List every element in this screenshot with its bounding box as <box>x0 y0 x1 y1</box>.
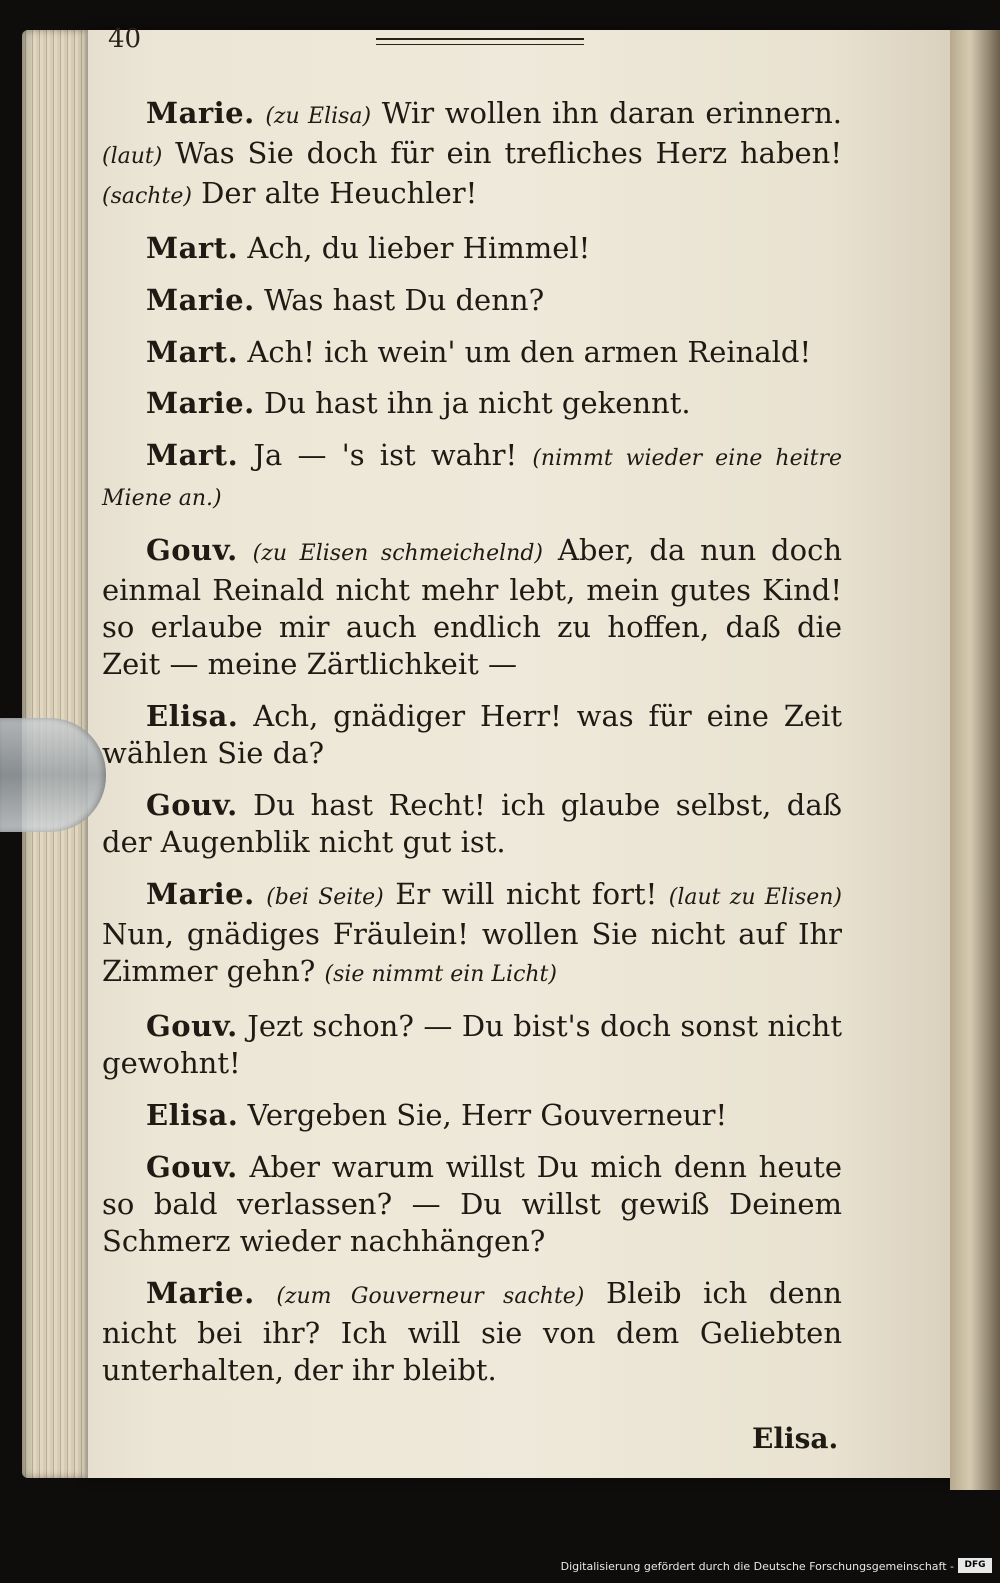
speaker-name: Gouv. <box>146 1009 238 1044</box>
dialogue-text: Aber warum willst Du mich denn heute so bald verlassen? — Du willst gewiß Deinem Schmerz wieder nachhängen? <box>102 1149 842 1259</box>
dialogue-text: Ach, gnädiger Herr! was für eine Zeit wählen Sie da? <box>102 699 843 771</box>
stage-direction: (nimmt wieder eine heitre Miene an.) <box>102 445 843 512</box>
dialogue-line <box>102 876 842 994</box>
stage-direction: (sachte) <box>102 184 192 210</box>
dialogue-text: Bleib ich denn nicht bei ihr? Ich will sie von dem Geliebten unterhalten, der ihr bleibt. <box>102 1275 842 1388</box>
dialogue-text: Ach! ich wein' um den armen Reinald! <box>247 334 812 369</box>
dialogue-text: Vergeben Sie, Herr Gouverneur! <box>247 1097 728 1132</box>
dialogue-text: Ach, du lieber Himmel! <box>247 231 591 266</box>
dialogue-line <box>102 532 842 684</box>
speaker-name: Gouv. <box>146 1149 238 1184</box>
speaker-name: Marie. <box>146 282 255 317</box>
stage-direction: (laut zu Elisen) <box>668 884 842 910</box>
page-clip <box>0 718 106 832</box>
speaker-name: Marie. <box>146 96 255 130</box>
play-text <box>102 95 842 1404</box>
dialogue-text: Was hast Du denn? <box>263 282 545 317</box>
dialogue-line <box>102 698 842 772</box>
stage-direction: (laut) <box>102 144 163 170</box>
stage-direction: (zum Gouverneur sachte) <box>276 1283 585 1309</box>
dialogue-line <box>102 437 842 517</box>
dialogue-line <box>102 385 842 422</box>
catchword: Elisa. <box>752 1422 839 1455</box>
speaker-name: Mart. <box>146 231 239 266</box>
dialogue-text: Wir wollen ihn daran erinnern. <box>381 96 842 130</box>
speaker-name: Marie. <box>146 386 255 421</box>
stage-direction: (zu Elisen schmeichelnd) <box>252 540 544 566</box>
dialogue-text: Der alte Heuchler! <box>201 176 478 211</box>
dialogue-text: Du hast Recht! ich glaube selbst, daß der Augenblik nicht gut ist. <box>102 788 842 860</box>
stage-direction: (sie nimmt ein Licht) <box>324 962 557 988</box>
speaker-name: Marie. <box>146 1275 255 1310</box>
dialogue-line <box>102 1149 842 1261</box>
stage-direction: (zu Elisa) <box>265 104 372 129</box>
speaker-name: Marie. <box>146 876 255 911</box>
dialogue-text: Er will nicht fort! <box>395 876 658 911</box>
page-number: 40 <box>108 24 142 54</box>
speaker-name: Mart. <box>146 437 239 472</box>
speaker-name: Mart. <box>146 334 239 369</box>
speaker-name: Elisa. <box>146 1097 239 1132</box>
dialogue-line <box>102 95 842 216</box>
dialogue-line <box>102 787 842 861</box>
dialogue-line <box>102 282 842 319</box>
dialogue-text: Nun, gnädiges Fräulein! wollen Sie nicht auf Ihr Zimmer gehn? <box>102 917 842 989</box>
stage-direction: (bei Seite) <box>266 884 384 910</box>
dialogue-line <box>102 1097 842 1134</box>
dialogue-line <box>102 334 842 371</box>
dialogue-line <box>102 1008 842 1082</box>
dialogue-text: Ja — 's ist wahr! <box>253 437 518 472</box>
dialogue-line <box>102 1275 842 1390</box>
speaker-name: Elisa. <box>146 699 239 734</box>
dialogue-text: Jezt schon? — Du bist's doch sonst nicht gewohnt! <box>102 1009 842 1081</box>
speaker-name: Gouv. <box>146 532 238 567</box>
footer-credit: Digitalisierung gefördert durch die Deutsche Forschungsgemeinschaft - <box>560 1560 954 1573</box>
dialogue-line <box>102 230 842 267</box>
speaker-name: Gouv. <box>146 788 238 823</box>
header-rule <box>376 38 584 45</box>
dialogue-text: Aber, da nun doch einmal Reinald nicht mehr lebt, mein gutes Kind! so erlaube mir auch endlich zu hoffen, daß die Zeit — meine Zärtlichkeit — <box>102 532 843 682</box>
dfg-logo: DFG <box>958 1558 992 1573</box>
dialogue-text: Du hast ihn ja nicht gekennt. <box>263 386 691 421</box>
dialogue-text: Was Sie doch für ein trefliches Herz haben! <box>175 136 843 171</box>
book-right-edge <box>950 30 1000 1490</box>
